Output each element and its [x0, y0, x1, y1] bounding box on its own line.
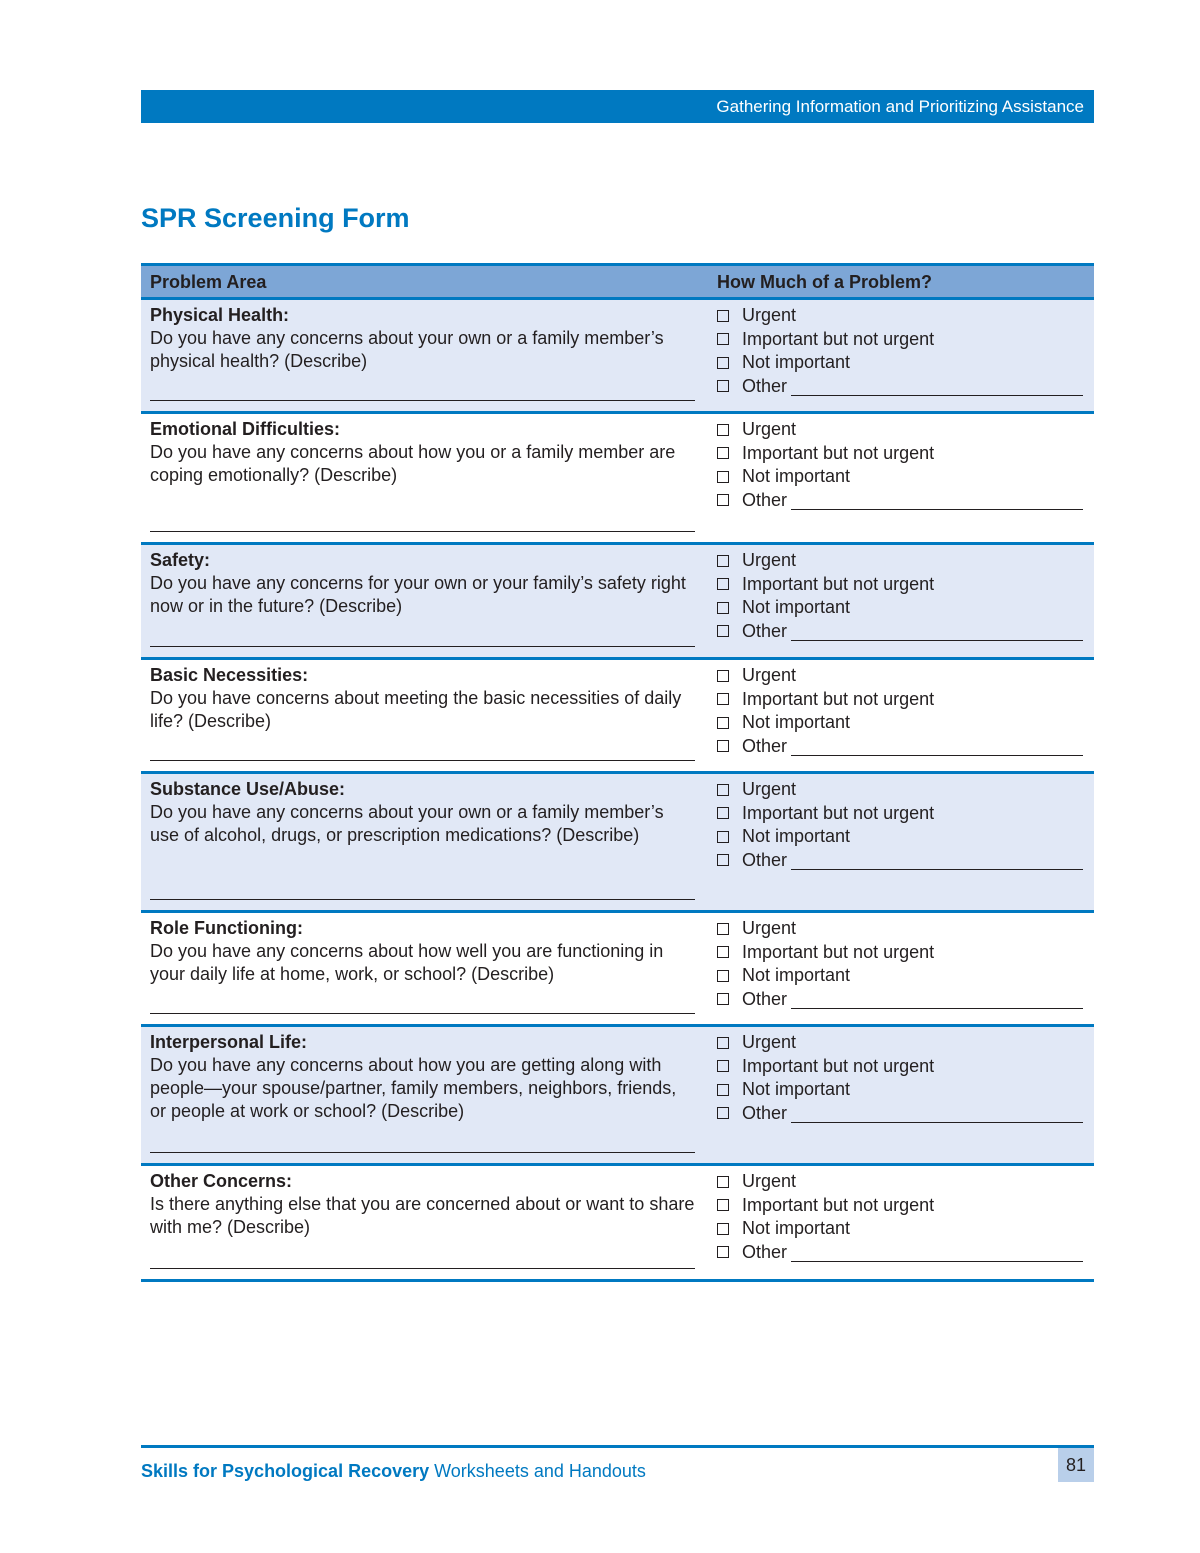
checkbox[interactable]	[717, 1060, 729, 1072]
checkbox[interactable]	[717, 970, 729, 982]
checkbox[interactable]	[717, 693, 729, 705]
checkbox[interactable]	[717, 1084, 729, 1096]
severity-option-label: Not important	[742, 352, 851, 372]
severity-option	[717, 442, 1083, 466]
footer-title	[141, 1461, 646, 1482]
checkbox[interactable]	[717, 380, 729, 392]
problem-area-label: Physical Health:	[150, 305, 290, 325]
severity-option-label: Not important	[742, 597, 851, 617]
problem-area-question: Do you have concerns about meeting the basic necessities of daily life? (Describe)	[150, 688, 682, 731]
severity-option	[717, 664, 1083, 688]
checkbox[interactable]	[717, 602, 729, 614]
severity-option-label: Important but not urgent	[742, 688, 935, 709]
page-title: SPR Screening Form	[141, 203, 410, 233]
severity-option-label: Important but not urgent	[742, 941, 935, 962]
other-write-in-line[interactable]	[791, 377, 1083, 396]
severity-option-label: Not important	[742, 712, 851, 732]
severity-option	[717, 1194, 1083, 1218]
severity-option-label: Not important	[742, 1218, 851, 1238]
table-row	[141, 1027, 1094, 1166]
problem-area-cell	[150, 304, 695, 373]
checkbox[interactable]	[717, 625, 729, 637]
severity-option	[717, 596, 1083, 620]
describe-answer-line[interactable]	[150, 1013, 695, 1014]
severity-option	[717, 1031, 1083, 1055]
severity-option-label: Important but not urgent	[742, 1194, 935, 1215]
problem-area-cell	[150, 778, 695, 847]
severity-option	[717, 1217, 1083, 1241]
severity-option-label: Urgent	[742, 779, 797, 799]
table-row	[141, 774, 1094, 913]
severity-option-label: Important but not urgent	[742, 802, 935, 823]
checkbox[interactable]	[717, 357, 729, 369]
table-row	[141, 545, 1094, 660]
problem-area-question: Is there anything else that you are concerned about or want to share with me? (Describe)	[150, 1194, 695, 1237]
checkbox[interactable]	[717, 310, 729, 322]
checkbox[interactable]	[717, 447, 729, 459]
problem-area-label: Substance Use/Abuse:	[150, 779, 346, 799]
table-body	[141, 300, 1094, 1282]
severity-option	[717, 802, 1083, 826]
severity-option-label: Not important	[742, 1079, 851, 1099]
checkbox[interactable]	[717, 717, 729, 729]
severity-option	[717, 778, 1083, 802]
problem-area-cell	[150, 917, 695, 986]
severity-option	[717, 549, 1083, 573]
severity-option-label: Important but not urgent	[742, 442, 935, 463]
severity-options	[717, 778, 1083, 872]
checkbox[interactable]	[717, 1037, 729, 1049]
severity-option-label: Other	[742, 375, 788, 396]
checkbox[interactable]	[717, 1199, 729, 1211]
severity-options	[717, 664, 1083, 758]
table-row	[141, 414, 1094, 545]
severity-option-label: Urgent	[742, 419, 797, 439]
footer-title-bold: Skills for Psychological Recovery	[141, 1461, 430, 1481]
severity-option	[717, 304, 1083, 328]
severity-option-label: Urgent	[742, 550, 797, 570]
checkbox[interactable]	[717, 831, 729, 843]
severity-options	[717, 1031, 1083, 1125]
describe-answer-line[interactable]	[150, 531, 695, 532]
severity-option-label: Not important	[742, 466, 851, 486]
severity-option	[717, 688, 1083, 712]
severity-options	[717, 418, 1083, 512]
problem-area-cell	[150, 1031, 695, 1123]
other-write-in-line[interactable]	[791, 491, 1083, 510]
describe-answer-line[interactable]	[150, 899, 695, 900]
severity-option	[717, 941, 1083, 965]
severity-option-label: Other	[742, 1102, 788, 1123]
problem-area-question: Do you have any concerns about how well you are functioning in your daily life at home, work, or school? (Describe)	[150, 941, 664, 984]
footer-title-rest: Worksheets and Handouts	[429, 1461, 646, 1481]
severity-option	[717, 351, 1083, 375]
describe-answer-line[interactable]	[150, 1152, 695, 1153]
section-title: Gathering Information and Prioritizing Assistance	[716, 96, 1084, 116]
checkbox[interactable]	[717, 784, 729, 796]
other-write-in-line[interactable]	[791, 737, 1083, 756]
checkbox[interactable]	[717, 1176, 729, 1188]
severity-option-label: Not important	[742, 826, 851, 846]
severity-options	[717, 304, 1083, 398]
describe-answer-line[interactable]	[150, 400, 695, 401]
severity-option-label: Other	[742, 735, 788, 756]
severity-option-label: Important but not urgent	[742, 328, 935, 349]
problem-area-label: Safety:	[150, 550, 211, 570]
problem-area-label: Other Concerns:	[150, 1171, 293, 1191]
checkbox[interactable]	[717, 424, 729, 436]
severity-option-label: Urgent	[742, 1032, 797, 1052]
checkbox[interactable]	[717, 807, 729, 819]
severity-option	[717, 825, 1083, 849]
severity-option-label: Other	[742, 988, 788, 1009]
problem-area-label: Emotional Difficulties:	[150, 419, 341, 439]
severity-option	[717, 465, 1083, 489]
severity-options	[717, 1170, 1083, 1264]
checkbox[interactable]	[717, 1107, 729, 1119]
problem-area-label: Role Functioning:	[150, 918, 303, 938]
severity-option-label: Other	[742, 489, 788, 510]
severity-option-label: Not important	[742, 965, 851, 985]
problem-area-question: Do you have any concerns for your own or your family’s safety right now or in the future? (Describe)	[150, 573, 686, 616]
other-write-in-line[interactable]	[791, 851, 1083, 870]
severity-option	[717, 964, 1083, 988]
severity-option-label: Urgent	[742, 305, 797, 325]
severity-option-label: Urgent	[742, 665, 797, 685]
severity-option	[717, 1170, 1083, 1194]
checkbox[interactable]	[717, 923, 729, 935]
severity-option	[717, 711, 1083, 735]
other-write-in-line[interactable]	[791, 1243, 1083, 1262]
severity-option-label: Other	[742, 1241, 788, 1262]
checkbox[interactable]	[717, 555, 729, 567]
severity-option	[717, 1055, 1083, 1079]
describe-answer-line[interactable]	[150, 1268, 695, 1269]
checkbox[interactable]	[717, 946, 729, 958]
checkbox[interactable]	[717, 1223, 729, 1235]
table-header	[141, 263, 1094, 300]
screening-table	[141, 263, 1094, 1282]
checkbox[interactable]	[717, 854, 729, 866]
severity-option-label: Important but not urgent	[742, 1055, 935, 1076]
checkbox[interactable]	[717, 333, 729, 345]
severity-option	[717, 1102, 1083, 1126]
problem-area-cell	[150, 664, 695, 733]
severity-option	[717, 328, 1083, 352]
severity-option-label: Other	[742, 849, 788, 870]
severity-option	[717, 418, 1083, 442]
severity-option	[717, 1241, 1083, 1265]
other-write-in-line[interactable]	[791, 1104, 1083, 1123]
checkbox[interactable]	[717, 471, 729, 483]
checkbox[interactable]	[717, 578, 729, 590]
describe-answer-line[interactable]	[150, 646, 695, 647]
severity-option-label: Important but not urgent	[742, 573, 935, 594]
severity-option	[717, 735, 1083, 759]
severity-option	[717, 375, 1083, 399]
severity-option-label: Other	[742, 620, 788, 641]
severity-option	[717, 620, 1083, 644]
severity-option	[717, 849, 1083, 873]
table-row	[141, 660, 1094, 774]
column-header-problem-area: Problem Area	[150, 272, 267, 292]
severity-option	[717, 988, 1083, 1012]
table-row	[141, 300, 1094, 414]
problem-area-cell	[150, 418, 695, 487]
severity-option-label: Urgent	[742, 918, 797, 938]
problem-area-cell	[150, 549, 695, 618]
problem-area-question: Do you have any concerns about how you or a family member are coping emotionally? (Describe)	[150, 442, 676, 485]
severity-option	[717, 573, 1083, 597]
other-write-in-line[interactable]	[791, 622, 1083, 641]
checkbox[interactable]	[717, 1246, 729, 1258]
table-row	[141, 1166, 1094, 1282]
column-header-how-much: How Much of a Problem?	[717, 272, 933, 292]
other-write-in-line[interactable]	[791, 990, 1083, 1009]
problem-area-question: Do you have any concerns about your own or a family member’s physical health? (Describe)	[150, 328, 664, 371]
problem-area-cell	[150, 1170, 695, 1239]
problem-area-question: Do you have any concerns about how you are getting along with people—your spouse/partner, family members, neighbors, friends, or people at work or school? (Describe)	[150, 1055, 677, 1121]
checkbox[interactable]	[717, 740, 729, 752]
severity-option	[717, 489, 1083, 513]
problem-area-question: Do you have any concerns about your own or a family member’s use of alcohol, drugs, or prescription medications? (Describe)	[150, 802, 664, 845]
describe-answer-line[interactable]	[150, 760, 695, 761]
severity-option	[717, 917, 1083, 941]
severity-options	[717, 917, 1083, 1011]
footer-rule	[141, 1445, 1094, 1448]
problem-area-label: Basic Necessities:	[150, 665, 309, 685]
severity-option-label: Urgent	[742, 1171, 797, 1191]
checkbox[interactable]	[717, 670, 729, 682]
page-number: 81	[1058, 1448, 1094, 1482]
severity-option	[717, 1078, 1083, 1102]
problem-area-label: Interpersonal Life:	[150, 1032, 308, 1052]
severity-options	[717, 549, 1083, 643]
table-row	[141, 913, 1094, 1027]
checkbox[interactable]	[717, 993, 729, 1005]
checkbox[interactable]	[717, 494, 729, 506]
section-header-band	[141, 90, 1094, 123]
